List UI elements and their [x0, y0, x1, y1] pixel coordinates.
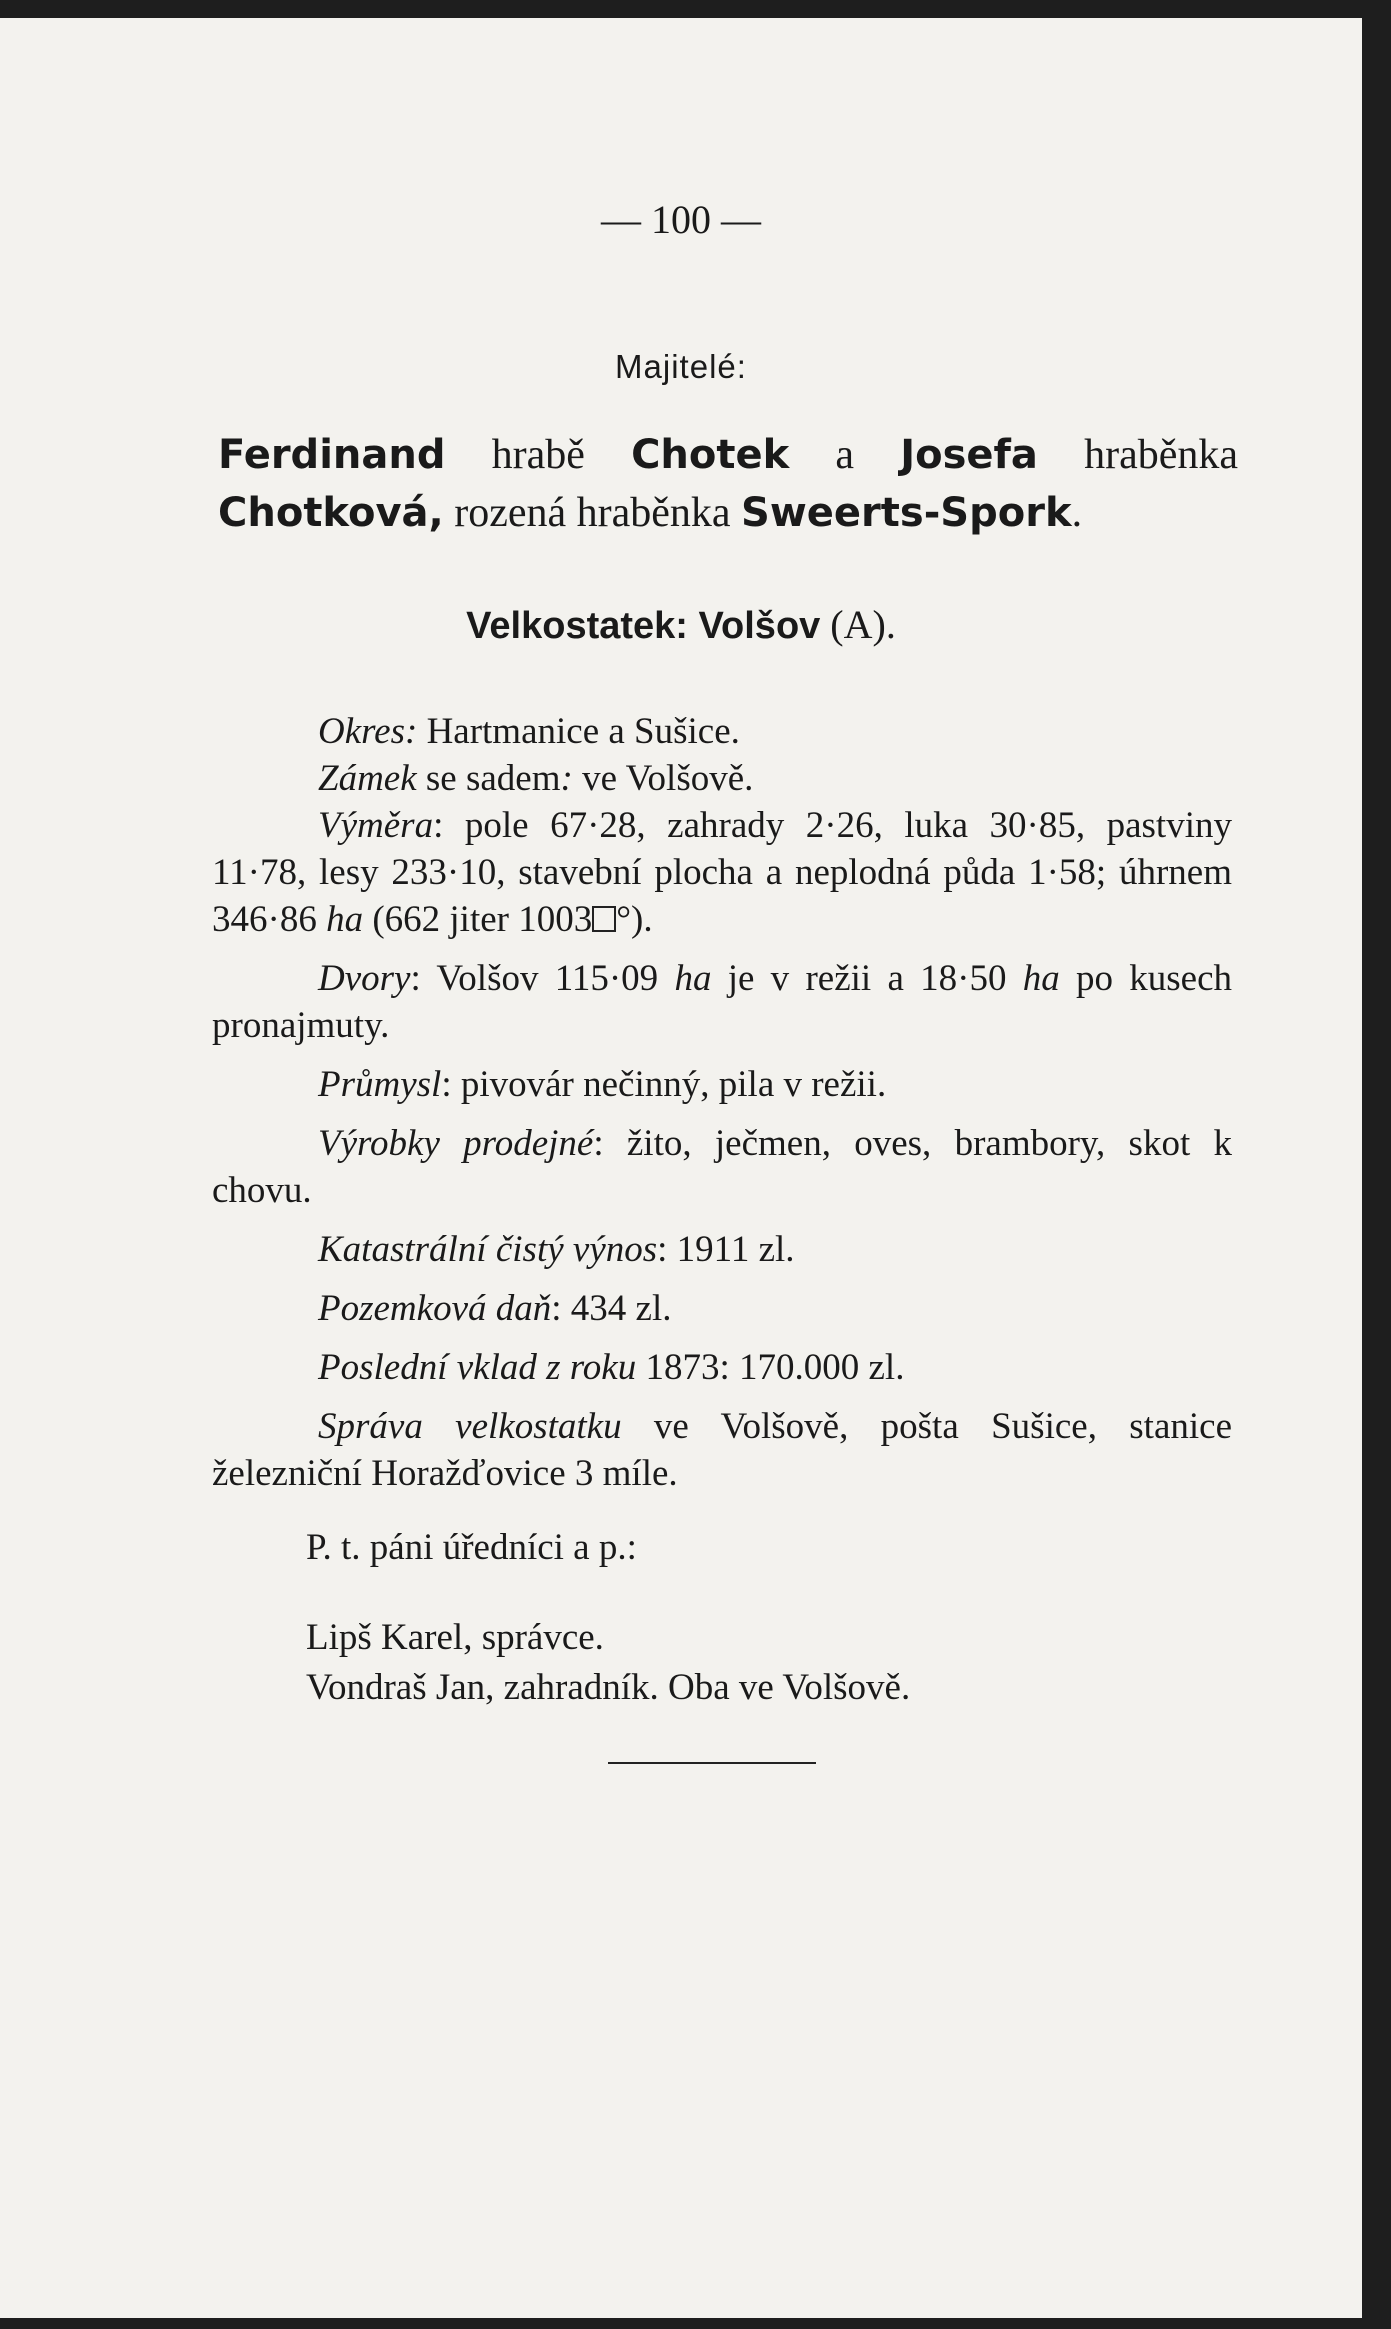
estate-details [212, 708, 1232, 1497]
owner-name: Josefa [900, 432, 1038, 478]
document-page [0, 18, 1362, 2318]
section-divider [608, 1762, 816, 1764]
staff-list [306, 1523, 1206, 1713]
owners-paragraph: Ferdinand hrabě Chotek a Josefa hraběnka Chotková, rozená hraběnka Sweerts-Spork. [218, 432, 1238, 536]
detail-prumysl: Průmysl: pivovár nečinný, pila v režii. [318, 1064, 887, 1105]
square-unit-icon [592, 906, 616, 932]
owners-heading: Majitelé: [615, 348, 747, 385]
detail-dvory: Dvory: Volšov 115·09 ha je v režii a 18·50 ha po kusech pronajmuty. [212, 958, 1232, 1046]
owner-name: Ferdinand [218, 432, 446, 478]
estate-title: Velkostatek: Volšov (A). [466, 602, 896, 647]
owner-name: Chotek [631, 432, 790, 478]
detail-zamek: Zámek se sadem: ve Volšově. [318, 758, 754, 799]
page-number: — 100 — [601, 197, 761, 242]
detail-sprava: Správa velkostatku ve Volšově, pošta Sušice, stanice železniční Horažďovice 3 míle. [212, 1406, 1233, 1494]
staff-heading: P. t. páni úředníci a p.: [306, 1527, 637, 1568]
staff-entry: Vondraš Jan, zahradník. Oba ve Volšově. [306, 1667, 911, 1708]
detail-vyrobky: Výrobky prodejné: žito, ječmen, oves, brambory, skot k chovu. [212, 1123, 1233, 1211]
staff-entry: Lipš Karel, správce. [306, 1617, 604, 1658]
detail-okres: Okres: Hartmanice a Sušice. [318, 711, 740, 752]
detail-dan: Pozemková daň: 434 zl. [318, 1288, 672, 1329]
owner-name: Chotková, [218, 490, 444, 536]
detail-katastr: Katastrální čistý výnos: 1911 zl. [318, 1229, 795, 1270]
scan-edge [1362, 18, 1391, 2318]
detail-vklad: Poslední vklad z roku 1873: 170.000 zl. [318, 1347, 905, 1388]
owner-name: Sweerts-Spork [741, 490, 1072, 536]
detail-vymera: Výměra: pole 67·28, zahrady 2·26, luka 30·85, pastviny 11·78, lesy 233·10, stavební plocha a neplodná půda 1·58; úhrnem 346·86 ha (662 jiter 1003 °). [212, 805, 1232, 940]
